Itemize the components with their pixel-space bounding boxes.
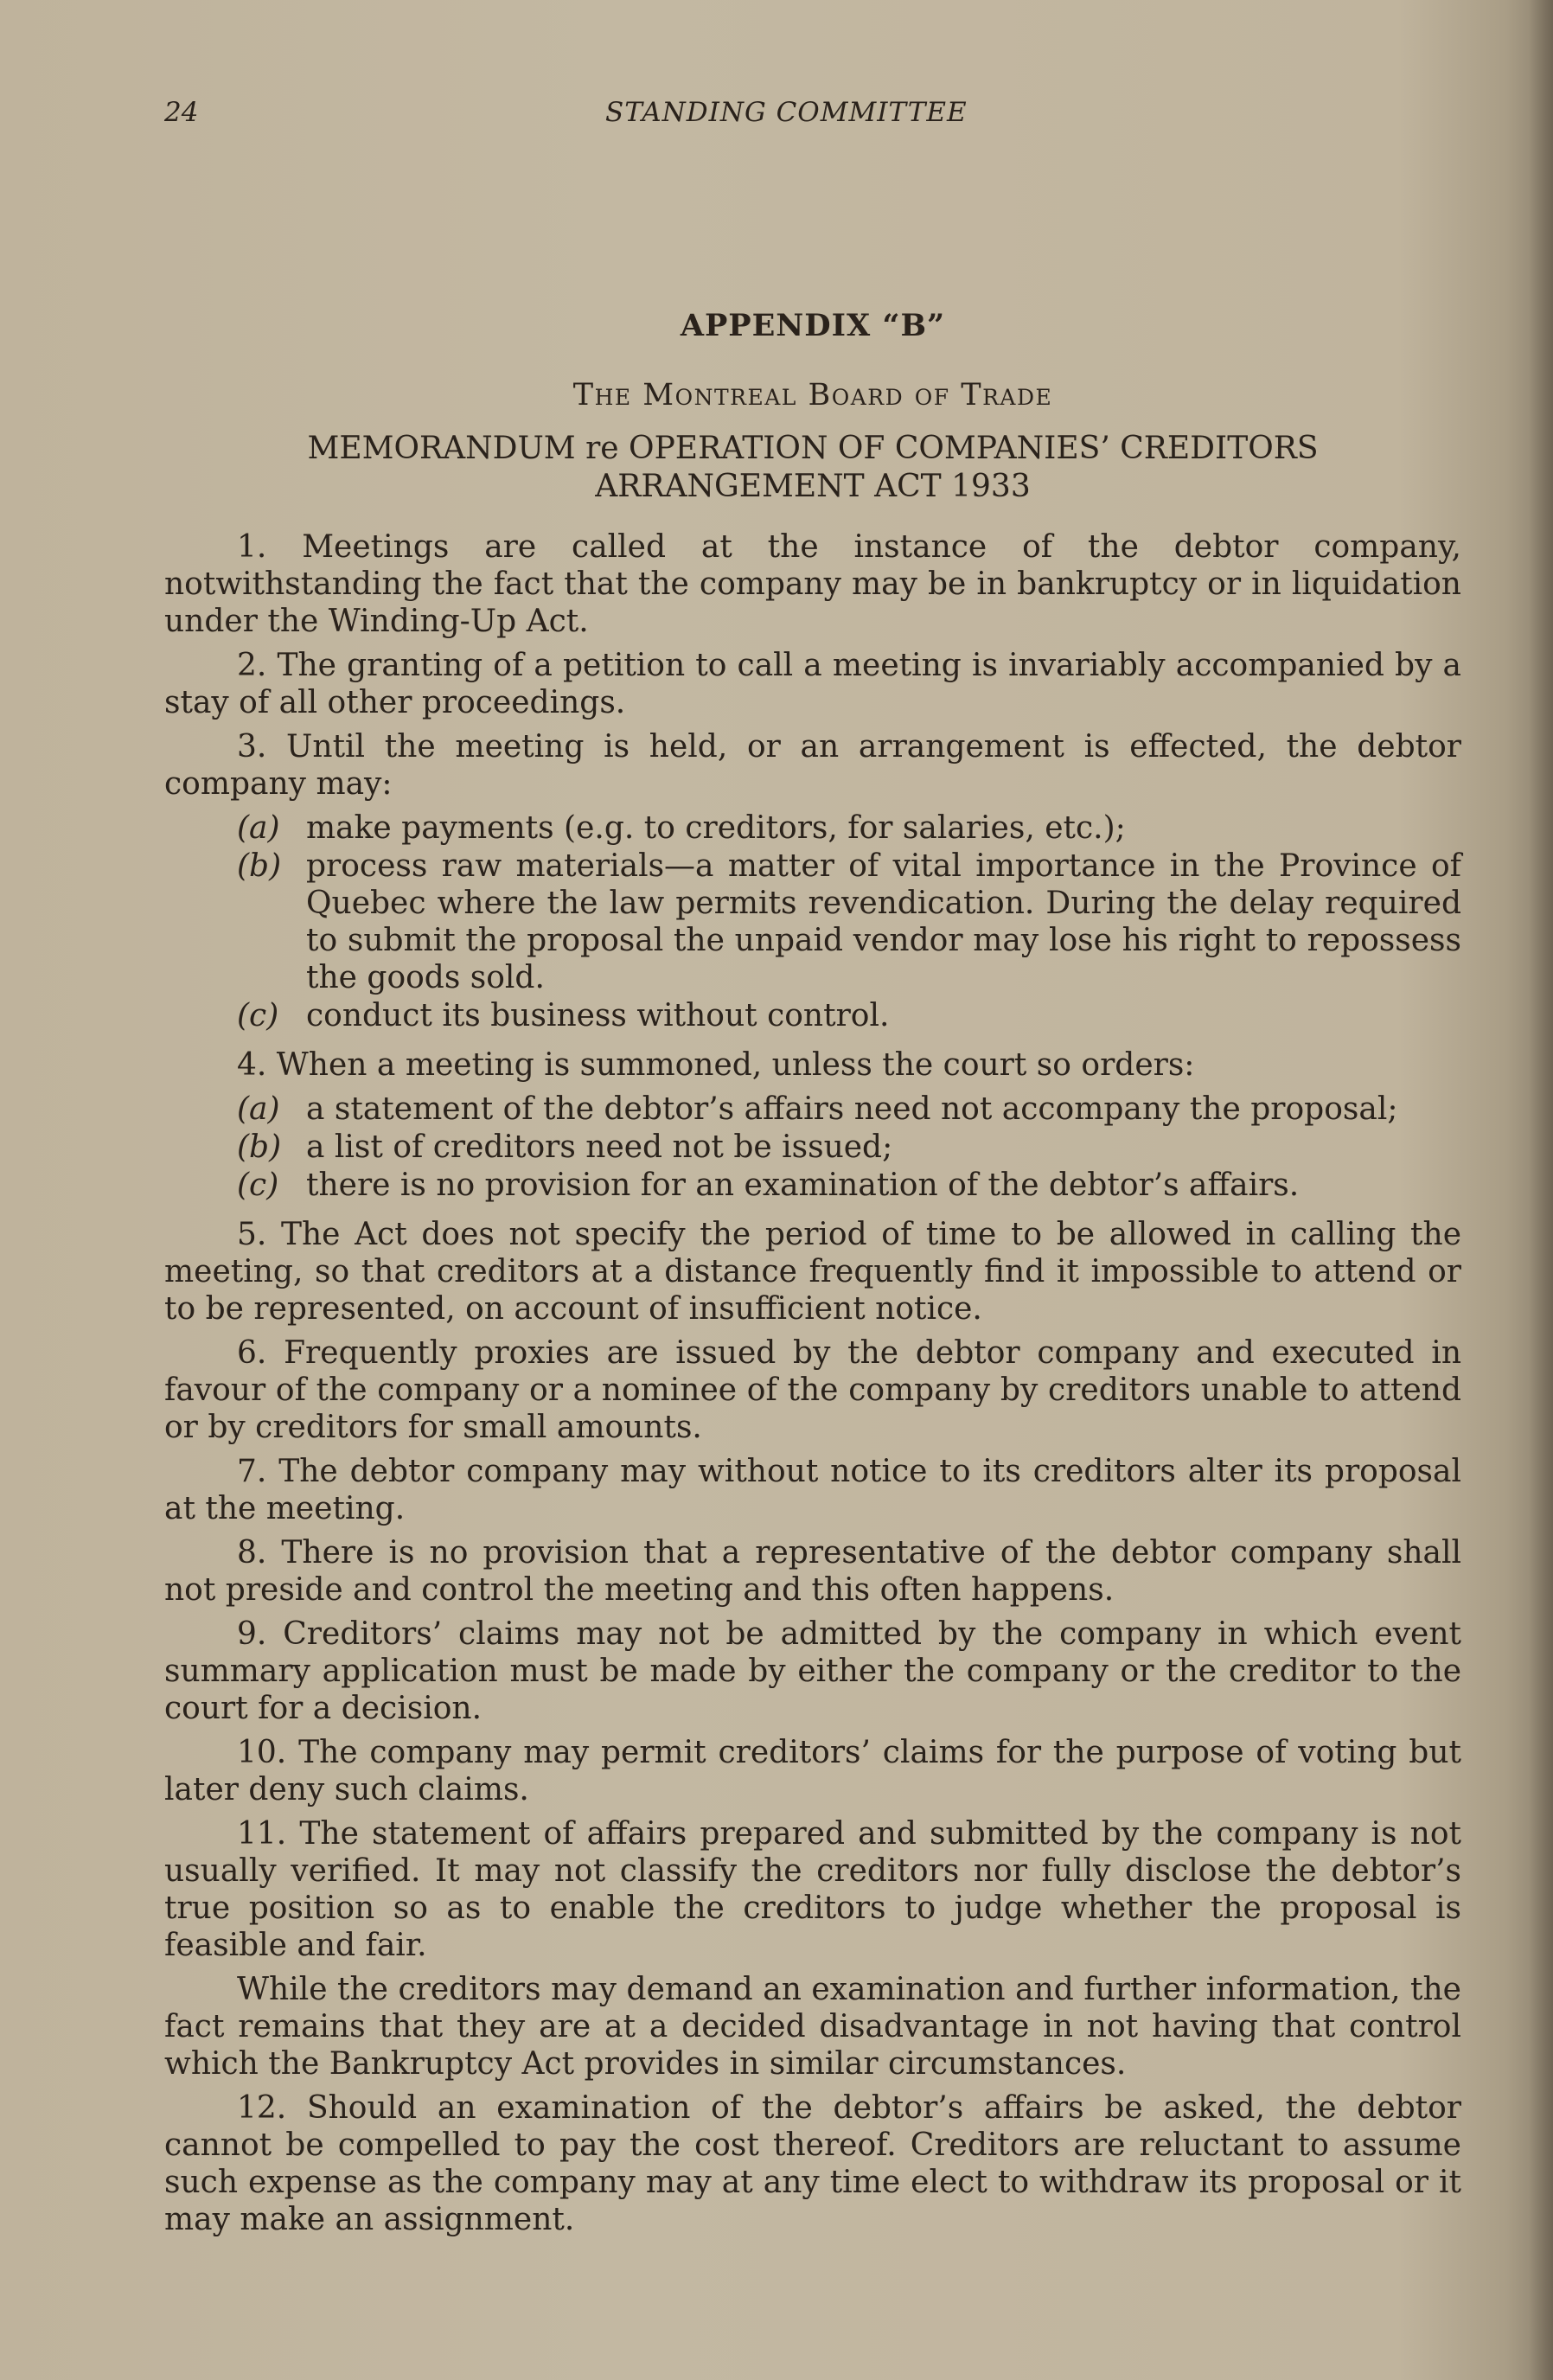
list-item (164, 1091, 1461, 1128)
paragraph-9: 9. Creditors’ claims may not be admitted by the company in which event summary application must be made by either the company or the creditor to the court for a decision. (164, 1616, 1461, 1726)
list-item-text: a list of creditors need not be issued; (306, 1129, 893, 1165)
list-item (164, 1167, 1461, 1204)
paragraph-2: 2. The granting of a petition to call a meeting is invariably accompanied by a stay of all other proceedings. (164, 648, 1461, 720)
list-item-text: a statement of the debtor’s affairs need not accompany the proposal; (306, 1091, 1398, 1127)
paragraph-4: 4. When a meeting is summoned, unless the court so orders: (237, 1047, 1195, 1083)
paragraph-12: 12. Should an examination of the debtor’s affairs be asked, the debtor cannot be compelled to pay the cost thereof. Creditors are reluctant to assume such expense as the company may at any time elect to withdraw its proposal or it may make an assignment. (164, 2090, 1461, 2237)
paragraph-3-list (164, 809, 1461, 1034)
paragraph-6: 6. Frequently proxies are issued by the debtor company and executed in favour of the company or a nominee of the company by creditors unable to attend or by creditors for small amounts. (164, 1335, 1461, 1445)
page-body (164, 307, 1461, 2245)
list-item-label: (b) (237, 848, 282, 884)
list-item (164, 848, 1461, 996)
list-item-label: (a) (237, 1091, 280, 1127)
list-item-text: conduct its business without control. (306, 998, 890, 1033)
memo-title: MEMORANDUM re OPERATION OF COMPANIES’ CREDITORS ARRANGEMENT ACT 1933 (307, 431, 1319, 504)
running-head: STANDING COMMITTEE (605, 97, 968, 128)
paragraph-1: 1. Meetings are called at the instance of the debtor company, notwithstanding the fact that the company may be in bankruptcy or in liquidation under the Winding-Up Act. (164, 529, 1461, 639)
page-number: 24 (164, 97, 199, 128)
paragraph-10: 10. The company may permit creditors’ claims for the purpose of voting but later deny such claims. (164, 1735, 1461, 1807)
paragraph-8: 8. There is no provision that a representative of the debtor company shall not preside and control the meeting and this often happens. (164, 1535, 1461, 1608)
list-item (164, 997, 1461, 1034)
page-header (164, 97, 1461, 135)
list-item-label: (c) (237, 1168, 279, 1203)
paragraph-7: 7. The debtor company may without notice to its creditors alter its proposal at the meeting. (164, 1454, 1461, 1526)
appendix-title: APPENDIX “B” (680, 308, 946, 343)
paragraph-4-list (164, 1091, 1461, 1204)
paragraph-11: 11. The statement of affairs prepared and submitted by the company is not usually verified. It may not classify the creditors nor fully disclose the debtor’s true position so as to enable the creditors to judge whether the proposal is feasible and fair. (164, 1816, 1461, 1963)
list-item (164, 809, 1461, 847)
list-item-label: (c) (237, 998, 279, 1033)
paragraph-5: 5. The Act does not specify the period of time to be allowed in calling the meeting, so that creditors at a distance frequently find it impossible to attend or to be represented, on account of insufficient notice. (164, 1217, 1461, 1327)
board-name: The Montreal Board of Trade (572, 378, 1053, 413)
list-item-text: there is no provision for an examination of the debtor’s affairs. (306, 1168, 1300, 1203)
paragraph-3: 3. Until the meeting is held, or an arrangement is effected, the debtor company may: (164, 729, 1461, 802)
list-item-text: process raw materials—a matter of vital importance in the Province of Quebec where the law permits revendication. During the delay required to submit the proposal the unpaid vendor may lose his right to repossess the goods sold. (306, 848, 1461, 995)
list-item-text: make payments (e.g. to creditors, for salaries, etc.); (306, 810, 1126, 846)
paragraph-11-continued: While the creditors may demand an examination and further information, the fact remains that they are at a decided disadvantage in not having that control which the Bankruptcy Act provides in similar circumstances. (164, 1972, 1461, 2082)
page-edge-shadow (1529, 0, 1553, 2380)
list-item-label: (b) (237, 1129, 282, 1165)
list-item-label: (a) (237, 810, 280, 846)
list-item (164, 1129, 1461, 1166)
